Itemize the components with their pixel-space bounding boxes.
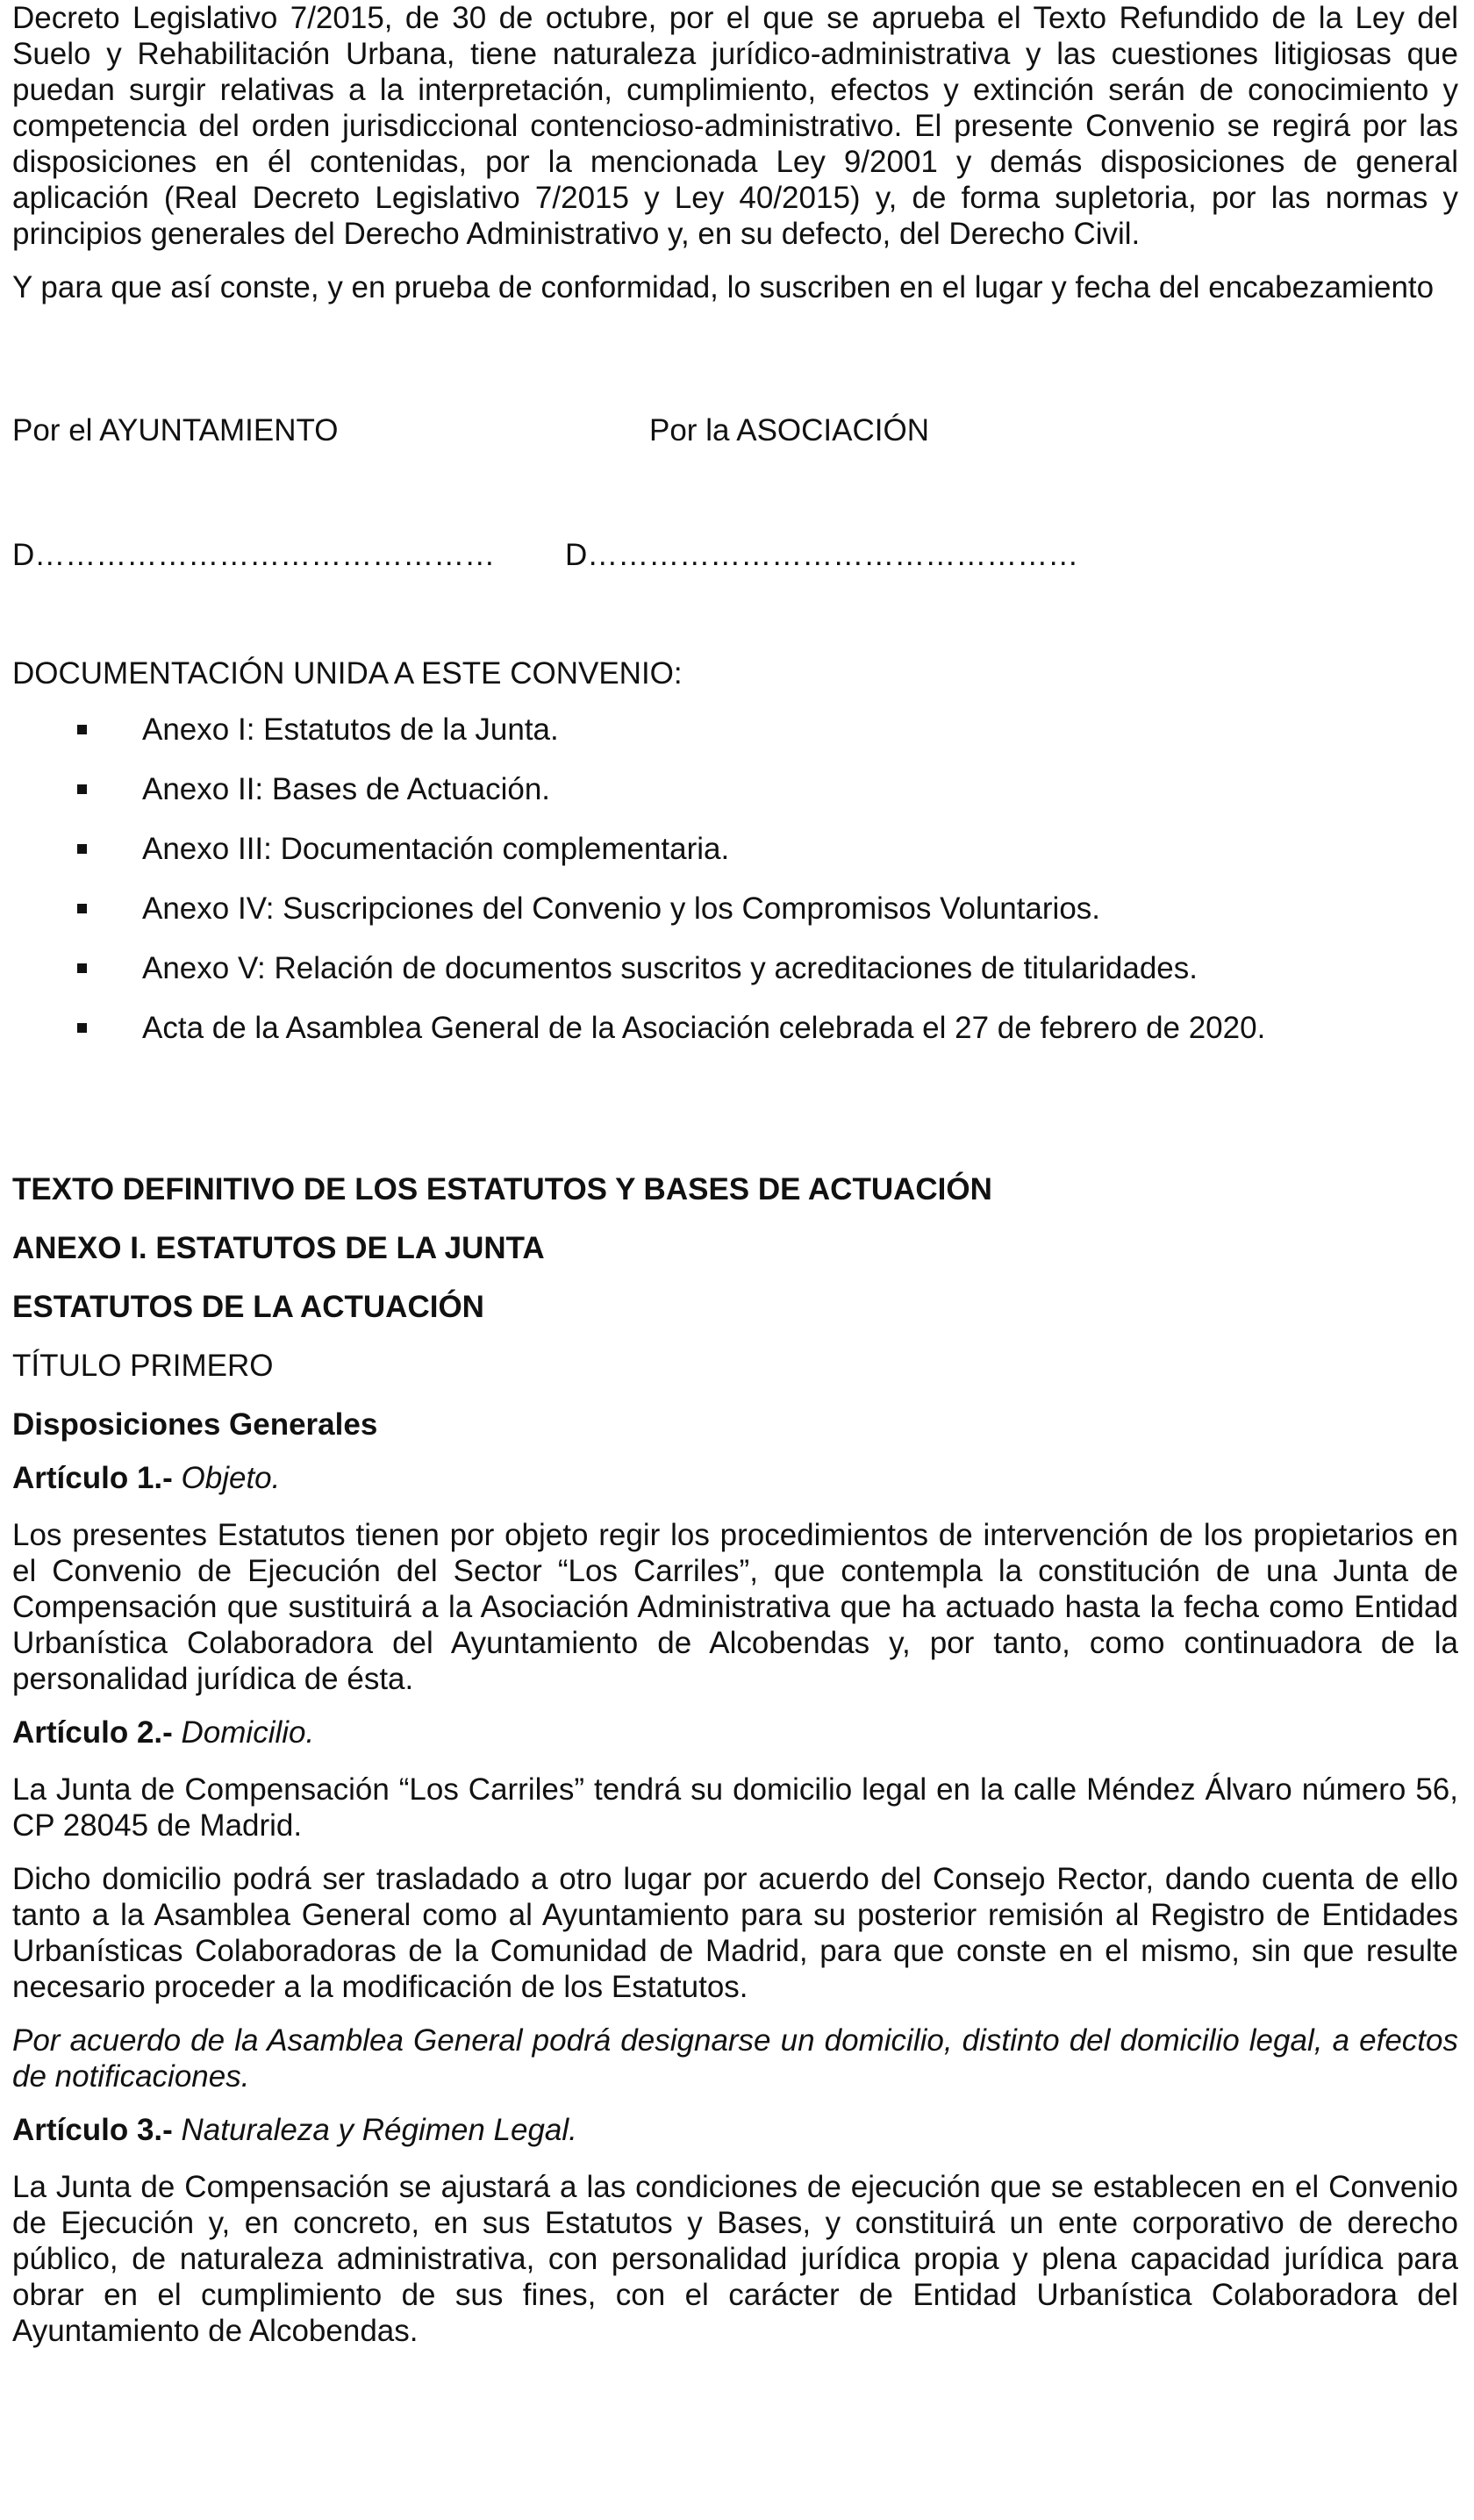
article-2-heading: [12, 1715, 1458, 1750]
article-3-label: Artículo 3.-: [12, 2113, 173, 2147]
list-item: [12, 891, 1458, 927]
title-name: Disposiciones Generales: [12, 1407, 378, 1442]
article-1-heading: [12, 1460, 1458, 1496]
document-page: [12, 0, 1458, 2349]
list-item: [12, 1010, 1458, 1046]
main-title: TEXTO DEFINITIVO DE LOS ESTATUTOS Y BASES DE ACTUACIÓN: [12, 1172, 992, 1206]
article-1-label: Artículo 1.-: [12, 1461, 173, 1495]
title-number: TÍTULO PRIMERO: [12, 1349, 274, 1383]
signature-line-asociacion: D…………………………………………: [565, 538, 1079, 572]
article-2-paragraph: Por acuerdo de la Asamblea General podrá designarse un domicilio, distinto del domicilio legal, a efectos de notificaciones.: [12, 2023, 1458, 2094]
article-2-subject: Domicilio.: [181, 1715, 315, 1750]
list-item-text: Acta de la Asamblea General de la Asociación celebrada el 27 de febrero de 2020.: [142, 1011, 1266, 1045]
annex-list: [12, 712, 1458, 1046]
square-bullet-icon: [77, 963, 87, 973]
signature-lines-row: [12, 537, 1458, 573]
signature-line-ayuntamiento: D………………………………………: [12, 538, 496, 572]
annex-title: ANEXO I. ESTATUTOS DE LA JUNTA: [12, 1231, 545, 1265]
article-2-paragraph: La Junta de Compensación “Los Carriles” tendrá su domicilio legal en la calle Méndez Álvaro número 56, CP 28045 de Madrid.: [12, 1772, 1458, 1843]
documentation-heading: DOCUMENTACIÓN UNIDA A ESTE CONVENIO:: [12, 656, 683, 691]
article-3-heading: [12, 2112, 1458, 2148]
article-3-paragraph: La Junta de Compensación se ajustará a las condiciones de ejecución que se establecen en el Convenio de Ejecución y, en concreto, en sus Estatutos y Bases, y constituirá un ente corporativo de derecho público, de naturaleza administrativa, con personalidad jurídica propia y plena capacidad jurídica para obrar en el cumplimiento de sus fines, con el carácter de Entidad Urbanística Colaboradora del Ayuntamiento de Alcobendas.: [12, 2170, 1458, 2348]
list-item: [12, 712, 1458, 748]
list-item-text: Anexo II: Bases de Actuación.: [142, 772, 551, 806]
square-bullet-icon: [77, 1023, 87, 1033]
article-1-subject: Objeto.: [181, 1461, 281, 1495]
intro-paragraph: Decreto Legislativo 7/2015, de 30 de octubre, por el que se aprueba el Texto Refundido de la Ley del Suelo y Rehabilitación Urbana, tiene naturaleza jurídico-administrativa y las cuestiones litigiosas que puedan surgir relativas a la interpretación, cumplimiento, efectos y extinción serán de conocimiento y competencia del orden jurisdiccional contencioso-administrativo. El presente Convenio se regirá por las disposiciones en él contenidas, por la mencionada Ley 9/2001 y demás disposiciones de general aplicación (Real Decreto Legislativo 7/2015 y Ley 40/2015) y, de forma supletoria, por las normas y principios generales del Derecho Administrativo y, en su defecto, del Derecho Civil.: [12, 1, 1458, 251]
list-item: [12, 831, 1458, 867]
square-bullet-icon: [77, 725, 87, 734]
statutes-title: ESTATUTOS DE LA ACTUACIÓN: [12, 1290, 484, 1324]
article-2-label: Artículo 2.-: [12, 1715, 173, 1750]
list-item: [12, 950, 1458, 986]
square-bullet-icon: [77, 784, 87, 794]
article-3-subject: Naturaleza y Régimen Legal.: [181, 2113, 577, 2147]
square-bullet-icon: [77, 904, 87, 913]
list-item-text: Anexo III: Documentación complementaria.: [142, 832, 730, 866]
signatory-asociacion-label: Por la ASOCIACIÓN: [649, 413, 929, 447]
list-item-text: Anexo IV: Suscripciones del Convenio y los Compromisos Voluntarios.: [142, 891, 1101, 926]
article-1-paragraph: Los presentes Estatutos tienen por objeto regir los procedimientos de intervención de los propietarios en el Convenio de Ejecución del Sector “Los Carriles”, que contempla la constitución de una Junta de Compensación que sustituirá a la Asociación Administrativa que ha actuado hasta la fecha como Entidad Urbanística Colaboradora del Ayuntamiento de Alcobendas y, por tanto, como continuadora de la personalidad jurídica de ésta.: [12, 1518, 1458, 1696]
list-item-text: Anexo V: Relación de documentos suscritos y acreditaciones de titularidades.: [142, 951, 1198, 985]
signatory-ayuntamiento-label: Por el AYUNTAMIENTO: [12, 413, 339, 447]
square-bullet-icon: [77, 844, 87, 854]
list-item-text: Anexo I: Estatutos de la Junta.: [142, 712, 559, 747]
article-2-paragraph: Dicho domicilio podrá ser trasladado a otro lugar por acuerdo del Consejo Rector, dando cuenta de ello tanto a la Asamblea General como al Ayuntamiento para su posterior remisión al Registro de Entidades Urbanísticas Colaboradoras de la Comunidad de Madrid, para que conste en el mismo, sin que resulte necesario proceder a la modificación de los Estatutos.: [12, 1862, 1458, 2004]
conformity-paragraph: Y para que así conste, y en prueba de conformidad, lo suscriben en el lugar y fecha del encabezamiento: [12, 270, 1435, 304]
list-item: [12, 771, 1458, 807]
signatories-row: [12, 412, 1458, 448]
